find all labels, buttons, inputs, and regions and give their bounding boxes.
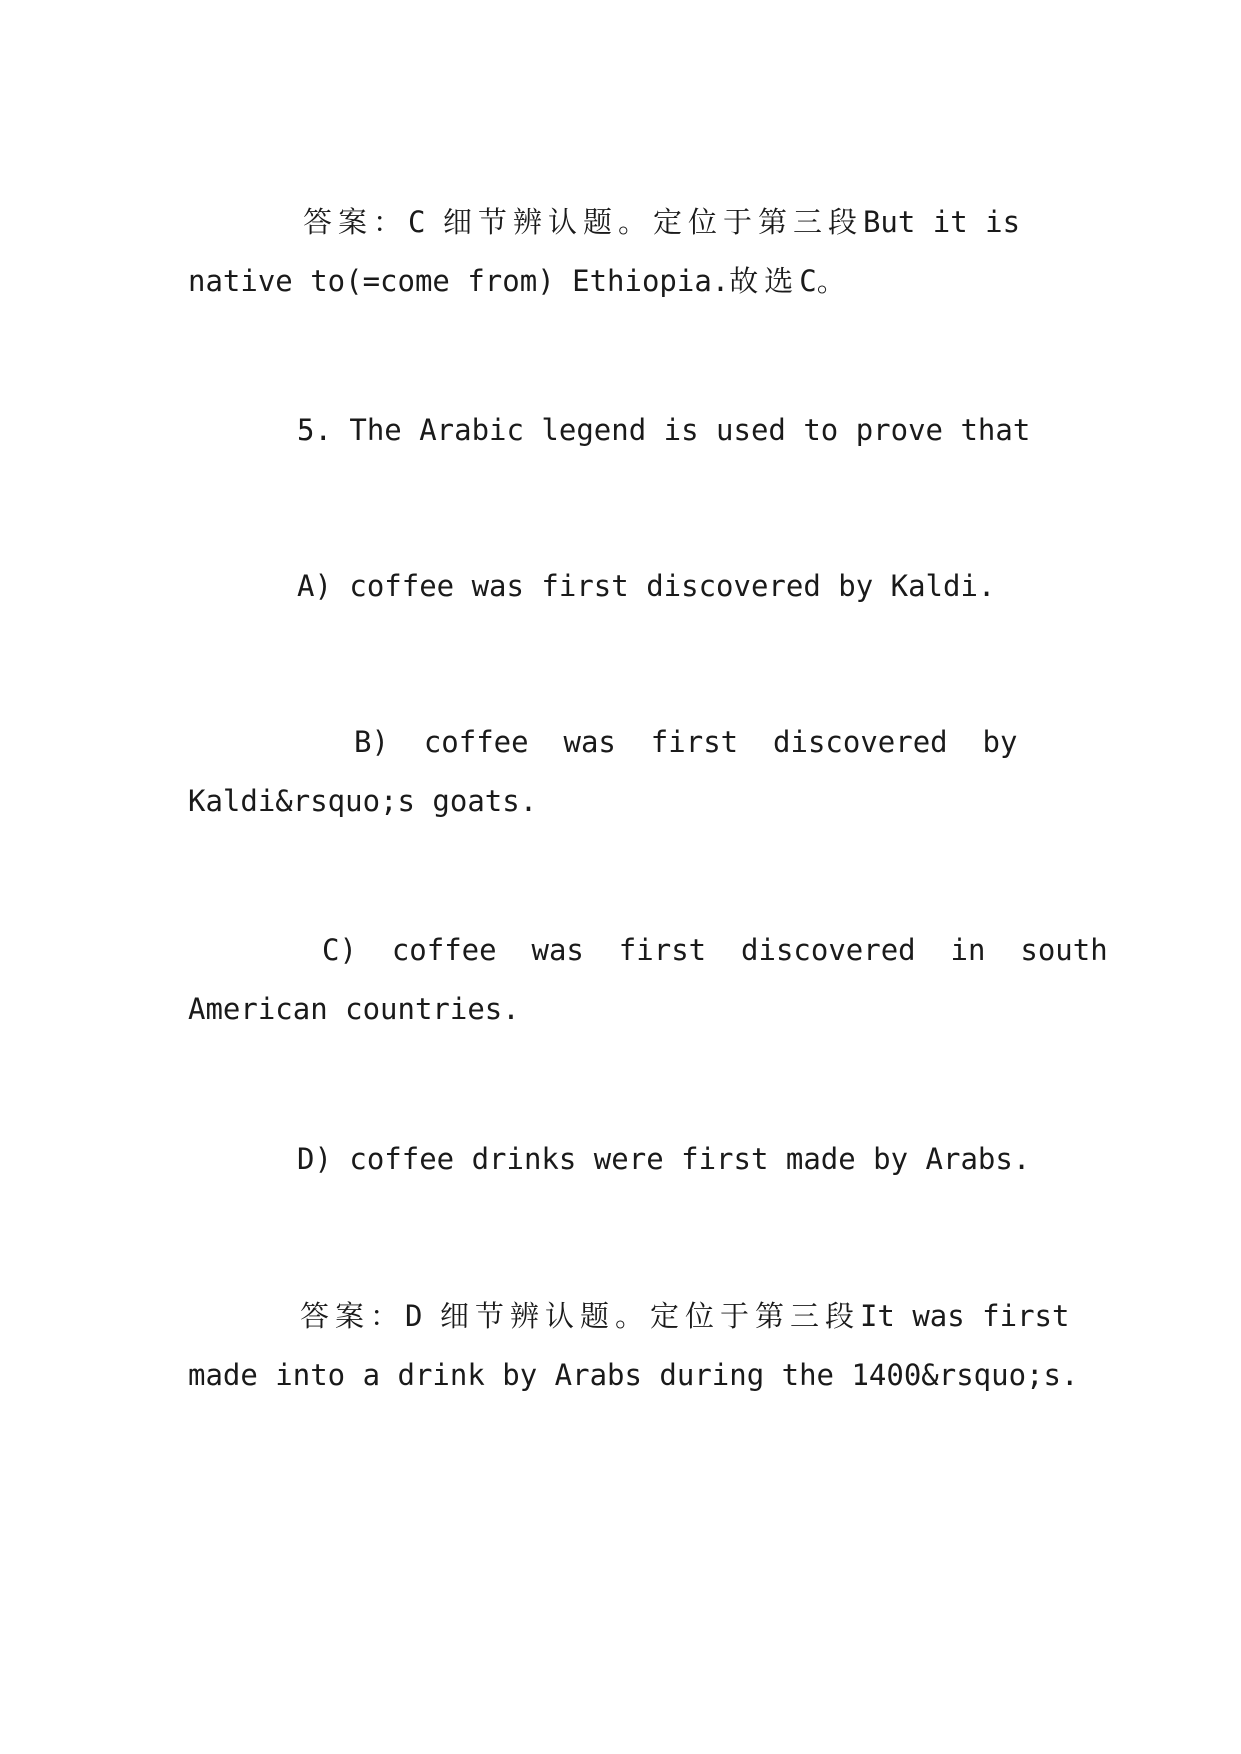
option-c-line-2: American countries. <box>188 992 520 1026</box>
answer-5-line-1 <box>188 1287 1070 1346</box>
answer-letter: D <box>405 1299 440 1333</box>
option-b-line-1: B) coffee was first discovered by <box>354 725 1018 759</box>
answer-5-line-2: made into a drink by Arabs during the 1400&rsquo;s. <box>188 1358 1079 1392</box>
question-5-text: 5. The Arabic legend is used to prove that <box>297 413 1031 447</box>
answer-choice: C <box>799 264 817 298</box>
option-d <box>188 1130 1054 1189</box>
option-d-text: D) coffee drinks were first made by Arabs. <box>297 1142 1031 1176</box>
answer-explanation-cjk: 细节辨认题。定位于第三段 <box>442 205 863 239</box>
answer-period-cjk: 。 <box>816 264 852 298</box>
answer-4-paragraph <box>188 193 1054 311</box>
answer-label: 答案： <box>300 1299 406 1333</box>
answer-choose-cjk: 故选 <box>729 264 800 298</box>
answer-4-line-2 <box>188 252 1054 311</box>
option-c <box>188 921 1108 1039</box>
option-b <box>188 713 1054 831</box>
answer-4-line-1 <box>188 193 1054 252</box>
option-a <box>188 557 1054 616</box>
answer-quote: But it is <box>862 205 1021 239</box>
answer-quote: It was first <box>859 1299 1070 1333</box>
answer-label: 答案： <box>303 205 409 239</box>
answer-letter: C <box>408 205 443 239</box>
option-c-line-1: C) coffee was first discovered in south <box>322 933 1108 967</box>
question-5-stem <box>188 401 1054 460</box>
option-a-text: A) coffee was first discovered by Kaldi. <box>297 569 996 603</box>
option-b-line-2: Kaldi&rsquo;s goats. <box>188 784 538 818</box>
answer-explanation-cjk: 细节辨认题。定位于第三段 <box>439 1299 860 1333</box>
answer-quote-cont: native to(=come from) Ethiopia. <box>188 264 730 298</box>
answer-5-paragraph <box>188 1287 1079 1405</box>
